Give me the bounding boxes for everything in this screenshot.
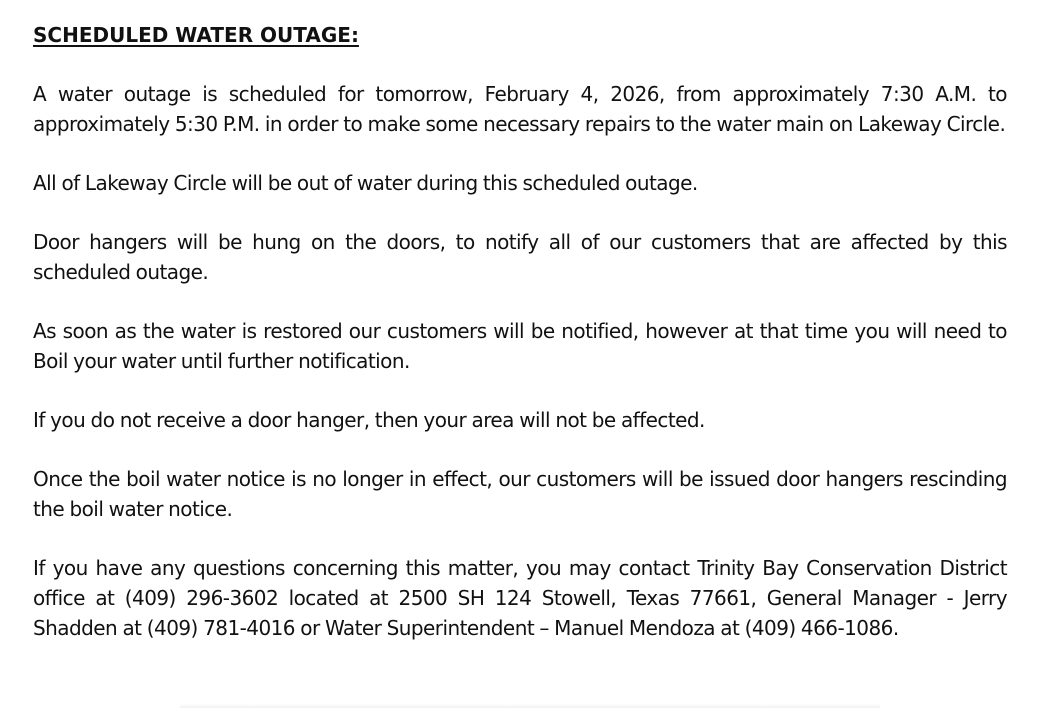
affected-area-paragraph: All of Lakeway Circle will be out of water during this scheduled outage. — [33, 171, 698, 195]
no-door-hanger-paragraph: If you do not receive a door hanger, then your area will not be affected. — [33, 408, 705, 432]
contact-info-paragraph: If you have any questions concerning this matter, you may contact Trinity Bay Conservation District office at (409) 296-3602 located at 2500 SH 124 Stowell, Texas 77661, General Manager - Jerry Shadden at (409) 781-4016 or Water Superintendent – Manuel Mendoza at (409) 466-1086. — [33, 556, 1007, 640]
door-hangers-paragraph: Door hangers will be hung on the doors, to notify all of our customers that are affected by this scheduled outage. — [33, 230, 1007, 284]
notice-document — [33, 20, 1007, 643]
rescind-notice-paragraph: Once the boil water notice is no longer in effect, our customers will be issued door hangers rescinding the boil water notice. — [33, 467, 1007, 521]
boil-water-paragraph: As soon as the water is restored our customers will be notified, however at that time you will need to Boil your water until further notification. — [33, 319, 1007, 373]
notice-title: SCHEDULED WATER OUTAGE: — [33, 23, 359, 47]
page-edge-shadow — [180, 704, 880, 708]
outage-schedule-paragraph: A water outage is scheduled for tomorrow, February 4, 2026, from approximately 7:30 A.M. to approximately 5:30 P.M. in order to make some necessary repairs to the water main on Lakeway Circle. — [33, 82, 1007, 136]
